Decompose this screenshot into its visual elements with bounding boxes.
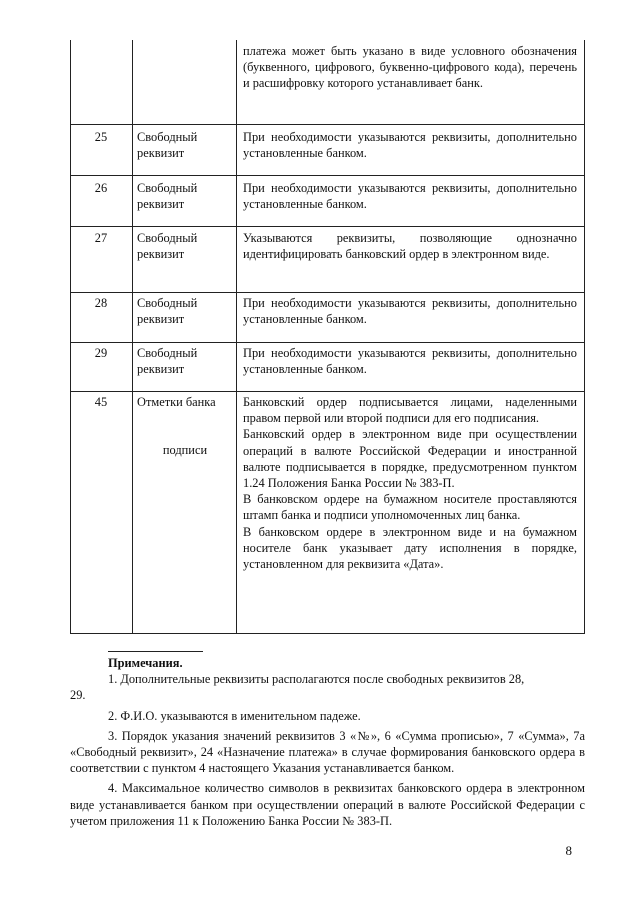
column-divider-2 xyxy=(236,40,237,634)
row-description: При необходимости указываются реквизиты, дополнительно установленные банком. xyxy=(243,296,577,327)
row-description xyxy=(243,394,577,572)
column-divider-1 xyxy=(132,40,133,634)
row-description: При необходимости указываются реквизиты, дополнительно установленные банком. xyxy=(243,346,577,377)
continued-description: платежа может быть указано в виде условного обозначения (буквенного, цифрового, буквенно-цифрового кода), перечень и расшифровку которого устанавливает банк. xyxy=(243,44,577,91)
row-number: 26 xyxy=(94,181,108,195)
row-divider xyxy=(70,292,585,293)
row-number: 45 xyxy=(94,395,108,409)
row-number: 29 xyxy=(94,346,108,360)
row-number: 27 xyxy=(94,231,108,245)
description-paragraph: В банковском ордере в электронном виде и на бумажном носителе банк указывает дату исполнения в порядке, установленном для реквизита «Дата». xyxy=(243,524,577,572)
notes-section xyxy=(70,651,585,829)
row-description: При необходимости указываются реквизиты, дополнительно установленные банком. xyxy=(243,130,577,161)
row-divider xyxy=(70,226,585,227)
note-item: 2. Ф.И.О. указываются в именительном падеже. xyxy=(108,708,361,723)
row-divider xyxy=(70,342,585,343)
row-divider xyxy=(70,175,585,176)
row-name-secondary: подписи xyxy=(162,443,208,457)
row-divider xyxy=(70,124,585,125)
row-name: Свободный реквизит xyxy=(137,130,198,161)
row-name: Свободный реквизит xyxy=(137,346,198,377)
row-name: Отметки банка xyxy=(137,395,216,409)
requisites-table xyxy=(70,40,585,634)
row-name: Свободный реквизит xyxy=(137,231,198,262)
note-item: 1. Дополнительные реквизиты располагаются после свободных реквизитов 28, xyxy=(108,672,525,687)
note-item: 4. Максимальное количество символов в реквизитах банковского ордера в электронном виде устанавливается банком при осуществлении операций в валюте Российской Федерации с учетом приложения 11 к Положению Банка России № 383-П. xyxy=(70,781,585,828)
note-item: 3. Порядок указания значений реквизитов 3 «№», 6 «Сумма прописью», 7 «Сумма», 7а «Свободный реквизит», 24 «Назначение платежа» в случае формирования банковского ордера в соответствии с пунктом 4 настоящего Указания устанавливается банком. xyxy=(70,728,585,776)
table-border-bottom xyxy=(70,633,585,634)
table-border-right xyxy=(584,40,585,634)
notes-title: Примечания. xyxy=(108,656,183,670)
row-number: 25 xyxy=(94,130,108,144)
note-item: 29. xyxy=(70,688,86,703)
row-name: Свободный реквизит xyxy=(137,181,198,212)
row-description: При необходимости указываются реквизиты, дополнительно установленные банком. xyxy=(243,181,577,212)
description-paragraph: Банковский ордер подписывается лицами, наделенными правом первой или второй подписи для его подписания. xyxy=(243,395,577,426)
row-divider xyxy=(70,391,585,392)
row-number: 28 xyxy=(94,296,108,310)
row-name: Свободный реквизит xyxy=(137,296,198,327)
description-paragraph: В банковском ордере на бумажном носителе проставляются штамп банка и подписи уполномоченных лиц банка. xyxy=(243,492,577,523)
description-paragraph: Банковский ордер в электронном виде при осуществлении операций в валюте Российской Федерации и иностранной валюте подписывается в порядке, предусмотренном пунктом 1.24 Положения Банка России № 383-П. xyxy=(243,427,577,491)
page-number: 8 xyxy=(565,843,572,858)
row-description: Указываются реквизиты, позволяющие однозначно идентифицировать банковский ордер в электронном виде. xyxy=(243,231,577,262)
notes-separator xyxy=(108,651,203,652)
